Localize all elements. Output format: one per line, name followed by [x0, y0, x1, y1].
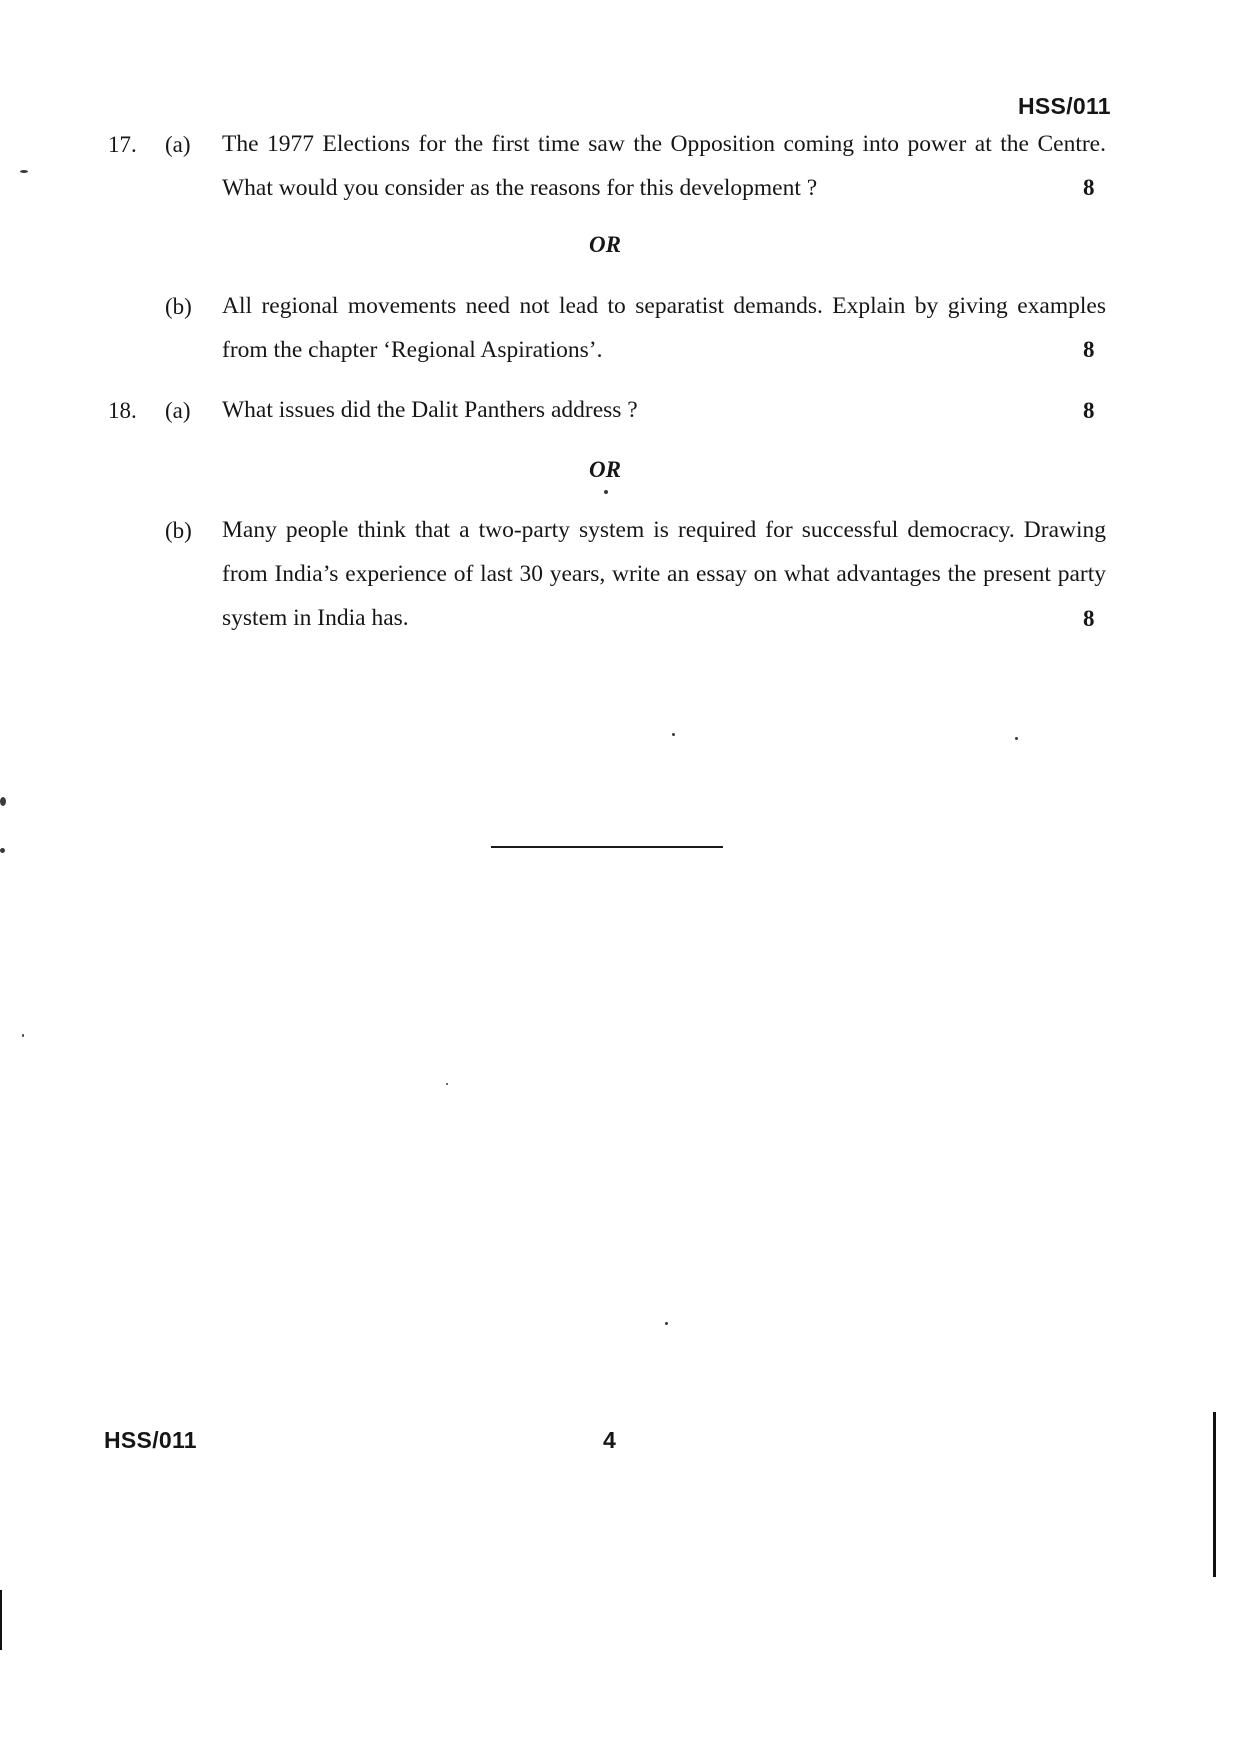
- question-17b-text: All regional movements need not lead to separatist demands. Explain by giving examples from the chapter ‘Regional Aspirations’.: [222, 293, 1106, 363]
- part-label: (a): [165, 398, 191, 423]
- question-17a-text: The 1977 Elections for the first time saw the Opposition coming into power at the Centre. What would you consider as the reasons for this development ?: [222, 131, 1106, 201]
- marks: 8: [1083, 175, 1095, 200]
- scan-edge-mark: [1213, 1412, 1216, 1577]
- marks: 8: [1083, 398, 1095, 423]
- marks: 8: [1083, 337, 1095, 362]
- footer-paper-code: HSS/011: [104, 1427, 197, 1453]
- scan-speck: [672, 733, 675, 736]
- scan-speck: [1015, 737, 1018, 740]
- scan-speck: [604, 490, 608, 494]
- scan-edge-mark: [0, 1590, 2, 1650]
- marks: 8: [1083, 606, 1095, 631]
- end-of-paper-rule: [491, 846, 723, 848]
- scan-speck: [665, 1322, 668, 1325]
- question-18b-text: Many people think that a two-party system is required for successful democracy. Drawing from India’s experience of last 30 years, write an essay on what advantages the present party system in India has.: [222, 517, 1106, 631]
- part-label: (b): [165, 294, 192, 319]
- question-18a-text: What issues did the Dalit Panthers address ?: [222, 397, 638, 423]
- or-separator: OR: [589, 457, 621, 482]
- page-number: 4: [603, 1427, 616, 1453]
- scan-speck: [446, 1083, 448, 1085]
- question-number: 17.: [108, 132, 137, 157]
- or-separator: OR: [589, 232, 621, 257]
- header-paper-code: HSS/011: [1018, 93, 1111, 119]
- scan-speck: [0, 797, 6, 806]
- question-number: 18.: [108, 398, 137, 423]
- scan-speck: [0, 848, 5, 853]
- part-label: (b): [165, 518, 192, 543]
- scan-speck: [22, 1034, 24, 1037]
- scan-speck: [20, 170, 28, 173]
- part-label: (a): [165, 132, 191, 157]
